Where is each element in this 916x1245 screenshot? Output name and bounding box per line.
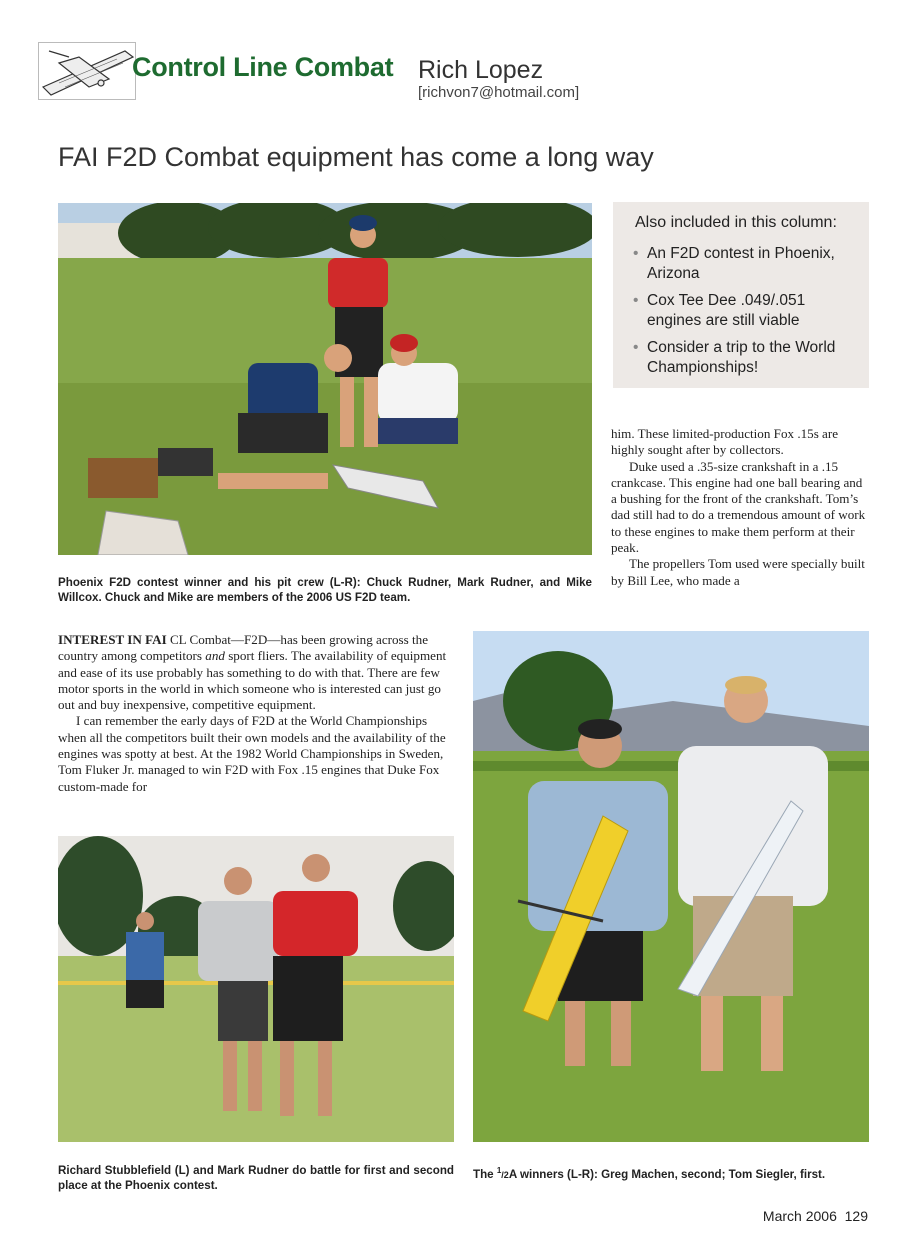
issue-date: March 2006: [762, 1208, 837, 1224]
sidebar-list: [633, 244, 851, 378]
bullet-icon: •: [633, 245, 639, 262]
paragraph: The propellers Tom used were specially built by Bill Lee, who made a: [611, 556, 865, 588]
paragraph: Duke used a .35-size crankshaft in a .15 crankcase. This engine had one ball bearing and a bushing for the front of the crankshaft. Tom’s dad still had to do a tremendous amount of work to these engines to make them perform at their peak.: [611, 458, 866, 556]
author-name: Rich Lopez: [418, 56, 544, 84]
page-folio: [763, 1208, 868, 1224]
photo-half-a-winners: [473, 631, 869, 1142]
also-included-box: [613, 202, 869, 388]
paragraph: I can remember the early days of F2D at the World Championships when all the competitors built their own models and the availability of the engines was spotty at best. At the 1982 World Championships in Sweden, Tom Fluker Jr. managed to win F2D with Fox .15 engines that Duke Fox custom-made for: [58, 713, 446, 794]
sidebar-item: • Cox Tee Dee .049/.051 engines are still viable: [633, 292, 806, 329]
sidebar-item: • An F2D contest in Phoenix, Arizona: [633, 245, 835, 282]
sidebar-heading: Also included in this column:: [635, 214, 837, 231]
column-title: Control Line Combat: [132, 52, 394, 82]
main-column-text: [58, 632, 454, 795]
caption-pit-crew: Phoenix F2D contest winner and his pit crew (L-R): Chuck Rudner, Mark Rudner, and Mike Willcox. Chuck and Mike are members of the 2006 US F2D team.: [58, 576, 592, 604]
paragraph: INTEREST IN FAI CL Combat—F2D—has been growing across the country among competitors and sport fliers. The availability of equipment and ease of its use probably has something to do with that. There are few motor sports in the world in which someone who is interested can just go out and buy inexpensive, competitive equipment.: [58, 632, 447, 713]
page-number: 129: [844, 1208, 868, 1224]
author-email: [richvon7@hotmail.com]: [418, 84, 580, 101]
caption-half-a-winners: The $^1$/2A winners (L-R): Greg Machen, second; Tom Siegler, first.: [473, 1166, 826, 1181]
airplane-logo-icon: [39, 43, 135, 99]
right-column-text: [611, 426, 869, 589]
photo-pit-crew: [58, 203, 592, 555]
bullet-icon: •: [633, 292, 639, 309]
paragraph: him. These limited-production Fox .15s are highly sought after by collectors.: [611, 426, 839, 458]
lead-in: INTEREST IN FAI: [58, 632, 167, 647]
caption-stubblefield-rudner: Richard Stubblefield (L) and Mark Rudner do battle for first and second place at the Phoenix contest.: [58, 1164, 454, 1192]
article-headline: FAI F2D Combat equipment has come a long way: [58, 142, 654, 172]
column-logo: [38, 42, 136, 100]
photo-stubblefield-rudner: [58, 836, 454, 1142]
bullet-icon: •: [633, 339, 639, 356]
sidebar-item: • Consider a trip to the World Championships!: [633, 339, 836, 376]
